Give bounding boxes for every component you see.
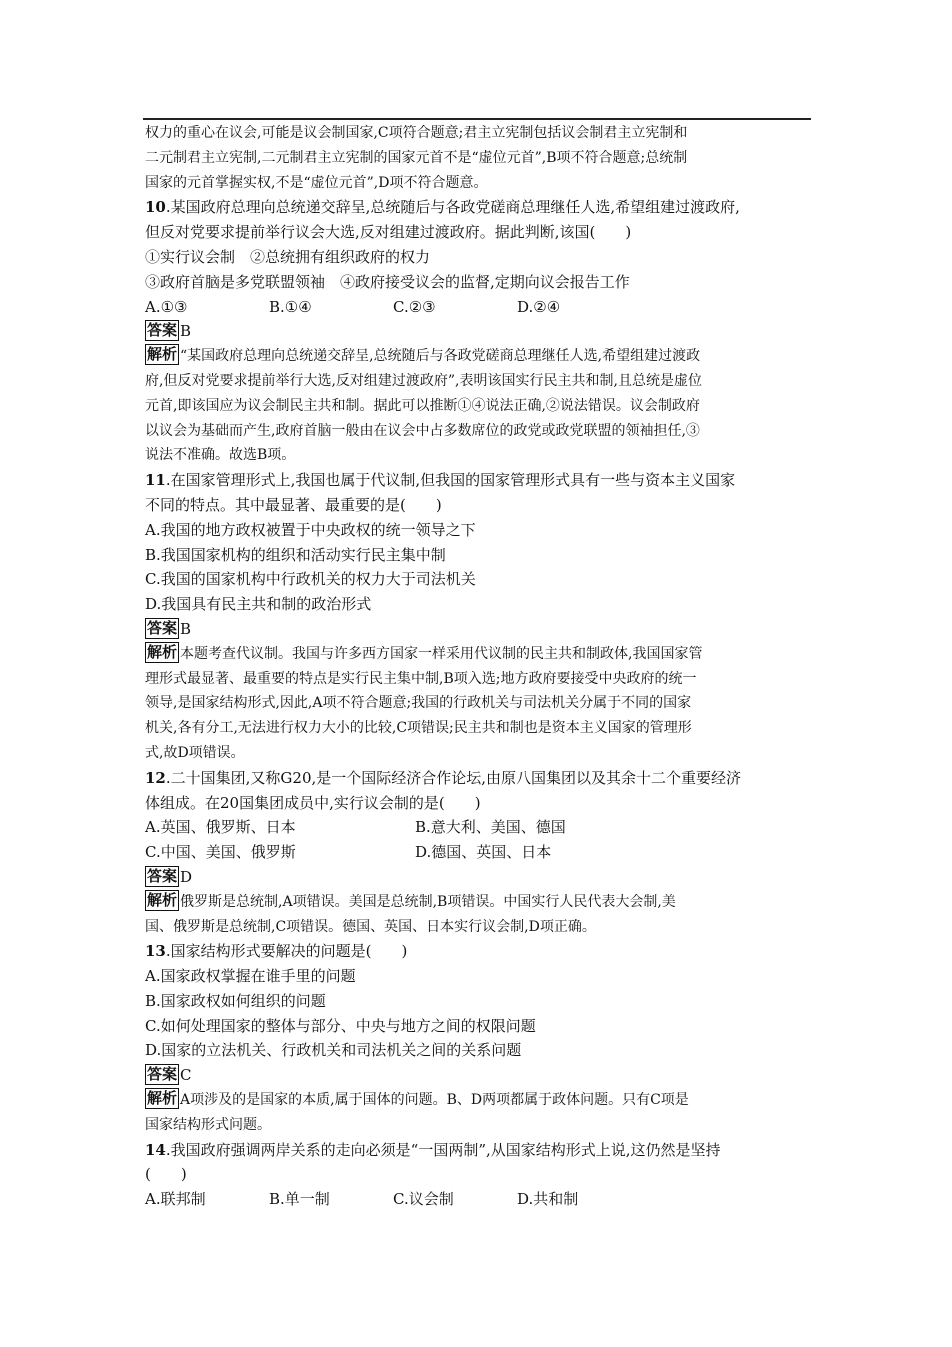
option-b[interactable]: B.①④ (269, 297, 312, 316)
analysis-line: 元首,即该国应为议会制民主共和制。据此可以推断①④说法正确,②说法错误。议会制政府 (145, 397, 700, 414)
option-c[interactable]: C.议会制 (393, 1190, 454, 1209)
option-d[interactable]: D.我国具有民主共和制的政治形式 (145, 595, 372, 614)
option-b[interactable]: B.国家政权如何组织的问题 (145, 991, 326, 1010)
option-c[interactable]: C.如何处理国家的整体与部分、中央与地方之间的权限问题 (145, 1016, 536, 1035)
answer-tag: 答案 (147, 618, 178, 637)
answer-value: B (180, 619, 192, 638)
question-14-stem: 14.我国政府强调两岸关系的走向必须是“一国两制”,从国家结构形式上说,这仍然是坚持 (145, 1140, 721, 1159)
analysis-line: 国、俄罗斯是总统制,C项错误。德国、英国、日本实行议会制,D项正确。 (145, 918, 596, 935)
analysis-line: 府,但反对党要求提前举行大选,反对组建过渡政府”,表明该国实行民主共和制,且总统是虚位 (145, 372, 702, 389)
answer-tag: 答案 (147, 866, 178, 885)
question-12-stem: 12.二十国集团,又称G20,是一个国际经济合作论坛,由原八国集团以及其余十二个重要经济 (145, 768, 742, 787)
analysis-line: 解析 本题考查代议制。我国与许多西方国家一样采用代议制的民主共和制政体,我国国家管 (147, 642, 703, 662)
statement-line: ①实行议会制 ②总统拥有组织政府的权力 (145, 247, 431, 266)
option-d[interactable]: D.共和制 (517, 1190, 579, 1209)
answer-line (145, 1063, 811, 1088)
analysis-line: 机关,各有分工,无法进行权力大小的比较,C项错误;民主共和制也是资本主义国家的管理形 (145, 720, 692, 737)
answer-line (145, 617, 811, 642)
question-12-options-row (145, 840, 811, 865)
analysis-line: 说法不准确。故选B项。 (145, 447, 296, 464)
answer-tag: 答案 (147, 1065, 178, 1084)
option-c[interactable]: C.中国、美国、俄罗斯 (145, 843, 296, 862)
question-14-options (145, 1187, 811, 1212)
option-a[interactable]: A.联邦制 (145, 1190, 206, 1209)
analysis-line: 国家结构形式问题。 (145, 1116, 271, 1133)
analysis-line: 解析 “某国政府总理向总统递交辞呈,总统随后与各政党磋商总理继任人选,希望组建过渡政 (147, 345, 701, 365)
option-a[interactable]: A.英国、俄罗斯、日本 (145, 818, 296, 837)
analysis-line: 领导,是国家结构形式,因此,A项不符合题意;我国的行政机关与司法机关分属于不同的国家 (145, 695, 692, 712)
option-d[interactable]: D.国家的立法机关、行政机关和司法机关之间的关系问题 (145, 1041, 522, 1060)
analysis-line: 解析 A项涉及的是国家的本质,属于国体的问题。B、D两项都属于政体问题。只有C项是 (147, 1089, 689, 1109)
analysis-line: 式,故D项错误。 (145, 744, 245, 761)
explanation-line: 二元制君主立宪制,二元制君主立宪制的国家元首不是“虚位元首”,B项不符合题意;总统制 (145, 149, 688, 166)
option-d[interactable]: D.②④ (517, 297, 561, 316)
option-a[interactable]: A.我国的地方政权被置于中央政权的统一领导之下 (145, 520, 476, 539)
question-stem-line: 体组成。在20国集团成员中,实行议会制的是( ) (145, 793, 481, 812)
analysis-line: 以议会为基础而产生,政府首脑一般由在议会中占多数席位的政党或政党联盟的领袖担任,③ (145, 422, 700, 439)
answer-tag: 答案 (147, 321, 178, 340)
question-12-options-row (145, 815, 811, 840)
option-a[interactable]: A.国家政权掌握在谁手里的问题 (145, 967, 356, 986)
page-content (145, 121, 811, 1212)
question-number: 11 (145, 471, 166, 490)
answer-value: B (180, 322, 192, 341)
question-10-stem: 10.某国政府总理向总统递交辞呈,总统随后与各政党磋商总理继任人选,希望组建过渡政府, (145, 198, 740, 217)
answer-line (145, 865, 811, 890)
question-number: 10 (145, 198, 166, 217)
option-c[interactable]: C.我国的国家机构中行政机关的权力大于司法机关 (145, 570, 476, 589)
question-10-options (145, 295, 811, 320)
option-b[interactable]: B.我国国家机构的组织和活动实行民主集中制 (145, 545, 446, 564)
answer-line (145, 319, 811, 344)
option-b[interactable]: B.意大利、美国、德国 (415, 818, 566, 837)
analysis-tag: 解析 (147, 642, 178, 661)
explanation-line: 国家的元首掌握实权,不是“虚位元首”,D项不符合题意。 (145, 174, 488, 191)
analysis-tag: 解析 (147, 890, 178, 909)
analysis-tag: 解析 (147, 345, 178, 364)
question-stem-line: 但反对党要求提前举行议会大选,反对组建过渡政府。据此判断,该国( ) (145, 223, 632, 242)
option-b[interactable]: B.单一制 (269, 1190, 330, 1209)
statement-line: ③政府首脑是多党联盟领袖 ④政府接受议会的监督,定期向议会报告工作 (145, 272, 630, 291)
explanation-line: 权力的重心在议会,可能是议会制国家,C项符合题意;君主立宪制包括议会制君主立宪制和 (145, 125, 688, 141)
header-rule (143, 118, 811, 120)
question-number: 13 (145, 942, 166, 961)
question-stem-line: 不同的特点。其中最显著、最重要的是( ) (145, 495, 442, 514)
option-d[interactable]: D.德国、英国、日本 (415, 843, 552, 862)
answer-value: C (180, 1066, 192, 1085)
analysis-tag: 解析 (147, 1089, 178, 1108)
question-stem-line: ( ) (145, 1165, 187, 1184)
question-number: 14 (145, 1140, 166, 1159)
answer-value: D (180, 867, 193, 886)
question-11-stem: 11.在国家管理形式上,我国也属于代议制,但我国的国家管理形式具有一些与资本主义国家 (145, 471, 736, 490)
analysis-line: 理形式最显著、最重要的特点是实行民主集中制,B项入选;地方政府要接受中央政府的统一 (145, 670, 697, 687)
analysis-line: 解析 俄罗斯是总统制,A项错误。美国是总统制,B项错误。中国实行人民代表大会制,美 (147, 890, 676, 910)
question-13-stem: 13.国家结构形式要解决的问题是( ) (145, 942, 408, 961)
option-a[interactable]: A.①③ (145, 297, 188, 316)
option-c[interactable]: C.②③ (393, 297, 436, 316)
question-number: 12 (145, 768, 166, 787)
